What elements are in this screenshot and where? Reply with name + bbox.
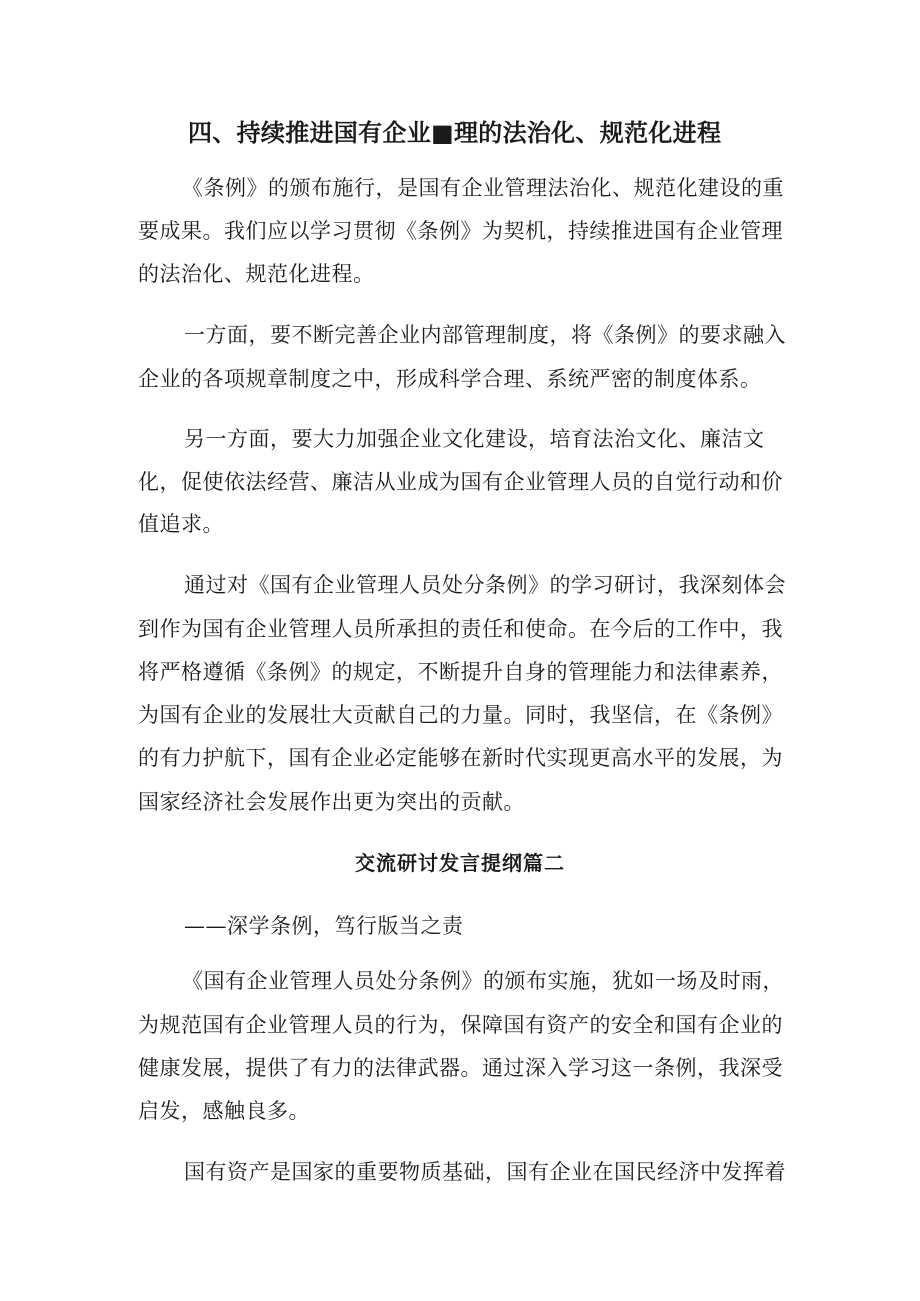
paragraph-line: 将严格遵循《条例》的规定，不断提升自身的管理能力和法律素养， [138,660,783,684]
paragraph-line: 健康发展，提供了有力的法律武器。通过深入学习这一条例，我深受 [138,1056,783,1080]
paragraph-line: 企业的各项规章制度之中，形成科学合理、系统严密的制度体系。 [138,367,762,391]
paragraph-line: 通过对《国有企业管理人员处分条例》的学习研讨，我深刻体会 [184,573,786,597]
paragraph-line: 到作为国有企业管理人员所承担的责任和使命。在今后的工作中，我 [138,617,783,641]
paragraph-line: 《国有企业管理人员处分条例》的颁布实施，犹如一场及时雨， [182,969,784,993]
section-heading: 四、持续推进国有企业■理的法治化、规范化进程 [188,119,722,147]
section-title: 交流研讨发言提纲篇二 [355,851,565,875]
paragraph-line: 国有资产是国家的重要物质基础，国有企业在国民经济中发挥着 [184,1160,786,1184]
paragraph-line: 《条例》的颁布施行，是国有企业管理法治化、规范化建设的重 [182,176,784,200]
subtitle: ——深学条例，笃行版当之责 [184,914,464,938]
paragraph-line: 的法治化、规范化进程。 [138,262,375,286]
paragraph-line: 要成果。我们应以学习贯彻《条例》为契机，持续推进国有企业管理 [138,219,783,243]
paragraph-line: 为国有企业的发展壮大贡献自己的力量。同时，我坚信，在《条例》 [138,703,783,727]
paragraph-line: 另一方面，要大力加强企业文化建设，培育法治文化、廉洁文 [184,427,765,451]
paragraph-line: 一方面，要不断完善企业内部管理制度，将《条例》的要求融入 [184,323,786,347]
paragraph-line: 启发，感触良多。 [138,1099,310,1123]
paragraph-line: 为规范国有企业管理人员的行为，保障国有资产的安全和国有企业的 [138,1013,783,1037]
paragraph-line: 的有力护航下，国有企业必定能够在新时代实现更高水平的发展，为 [138,746,783,770]
paragraph-line: 值追求。 [138,512,224,536]
paragraph-line: 国家经济社会发展作出更为突出的贡献。 [138,790,525,814]
paragraph-line: 化，促使依法经营、廉洁从业成为国有企业管理人员的自觉行动和价 [138,470,783,494]
